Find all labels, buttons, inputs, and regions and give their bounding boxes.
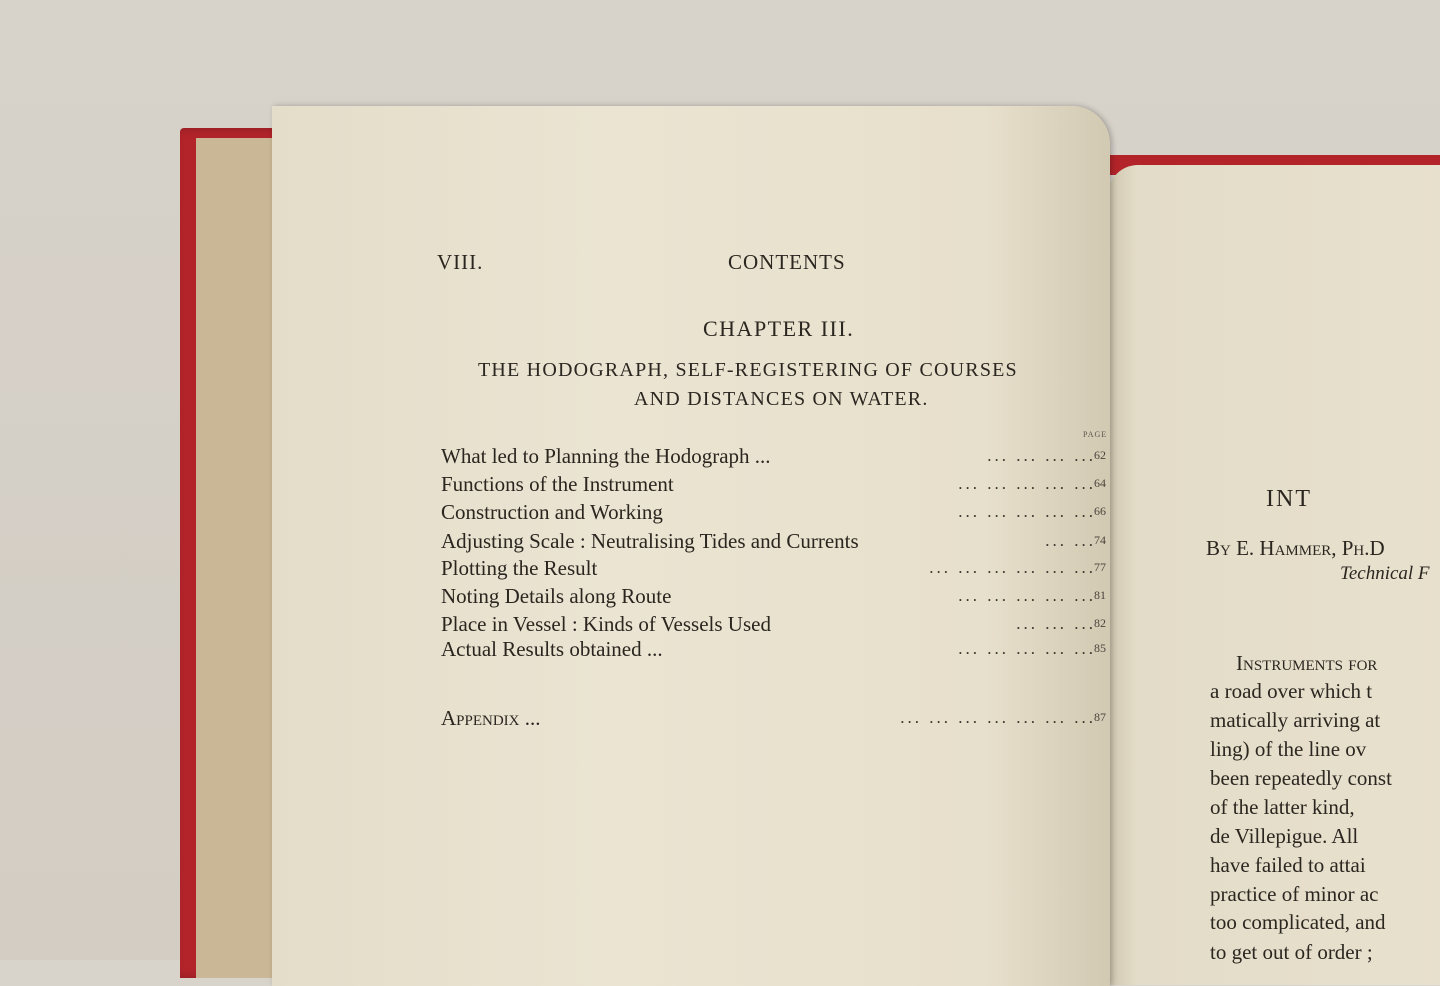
toc-entry-page: 82: [1094, 616, 1106, 630]
toc-leader-dots: ... ... ... ... ... ...: [929, 558, 1096, 577]
toc-entry-page: 81: [1094, 588, 1106, 602]
page-column-label: PAGE: [1083, 430, 1108, 439]
right-page-line: been repeatedly const: [1210, 766, 1392, 790]
toc-entry-title: What led to Planning the Hodograph ...: [441, 444, 771, 468]
toc-entry: [441, 472, 1106, 498]
toc-entry: [441, 529, 1106, 555]
right-page-line: of the latter kind,: [1210, 795, 1355, 819]
right-page-affiliation: Technical F: [1340, 563, 1430, 584]
toc-entry-page: 62: [1094, 448, 1106, 462]
toc-entry-page: 64: [1094, 476, 1106, 490]
right-page-line: have failed to attai: [1210, 853, 1366, 877]
toc-leader-dots: ... ... ... ...: [987, 446, 1096, 465]
toc-entry-title: Construction and Working: [441, 500, 663, 524]
toc-leader-dots: ... ... ... ... ...: [958, 639, 1096, 658]
toc-entry-title: Functions of the Instrument: [441, 472, 674, 496]
right-page-line: to get out of order ;: [1210, 940, 1373, 964]
toc-entry-page: 74: [1094, 533, 1106, 547]
right-page-line: too complicated, and: [1210, 910, 1386, 934]
toc-appendix-page: 87: [1094, 710, 1106, 724]
toc-entry: [441, 444, 1106, 470]
right-page-line: practice of minor ac: [1210, 882, 1379, 906]
toc-entry-title: Adjusting Scale : Neutralising Tides and Currents: [441, 529, 859, 553]
chapter-subtitle-line-1: THE HODOGRAPH, SELF-REGISTERING OF COURSES: [478, 359, 1018, 381]
toc-leader-dots: ... ...: [1045, 531, 1096, 550]
right-page-line: de Villepigue. All: [1210, 824, 1359, 848]
right-page-byline: By E. Hammer, Ph.D: [1206, 536, 1385, 560]
toc-leader-dots: ... ... ... ... ...: [958, 502, 1096, 521]
toc-leader-dots: ... ... ... ... ... ... ...: [900, 708, 1096, 727]
toc-entry: [441, 556, 1106, 582]
toc-entry-title: Place in Vessel : Kinds of Vessels Used: [441, 612, 771, 636]
toc-entry-page: 77: [1094, 560, 1106, 574]
chapter-subtitle-line-2: AND DISTANCES ON WATER.: [634, 388, 929, 410]
toc-appendix-title: Appendix ...: [441, 706, 541, 730]
toc-appendix-entry: [441, 706, 1106, 732]
right-page-line: ling) of the line ov: [1210, 737, 1367, 761]
running-head: CONTENTS: [728, 250, 846, 274]
toc-leader-dots: ... ... ...: [1016, 614, 1096, 633]
toc-entry-title: Plotting the Result: [441, 556, 598, 580]
right-page-line: Instruments for: [1236, 651, 1378, 675]
page-number: VIII.: [437, 250, 484, 274]
toc-leader-dots: ... ... ... ... ...: [958, 474, 1096, 493]
right-page-line: a road over which t: [1210, 679, 1373, 703]
toc-entry: [441, 612, 1106, 638]
toc-entry-title: Noting Details along Route: [441, 584, 672, 608]
toc-entry: [441, 500, 1106, 526]
toc-entry: [441, 584, 1106, 610]
right-page-heading: INT: [1266, 486, 1312, 512]
right-page-line: matically arriving at: [1210, 708, 1381, 732]
chapter-heading: CHAPTER III.: [703, 316, 855, 341]
toc-entry-page: 85: [1094, 641, 1106, 655]
toc-entry-title: Actual Results obtained ...: [441, 637, 663, 661]
toc-entry: [441, 637, 1106, 663]
toc-entry-page: 66: [1094, 504, 1106, 518]
toc-leader-dots: ... ... ... ... ...: [958, 586, 1096, 605]
